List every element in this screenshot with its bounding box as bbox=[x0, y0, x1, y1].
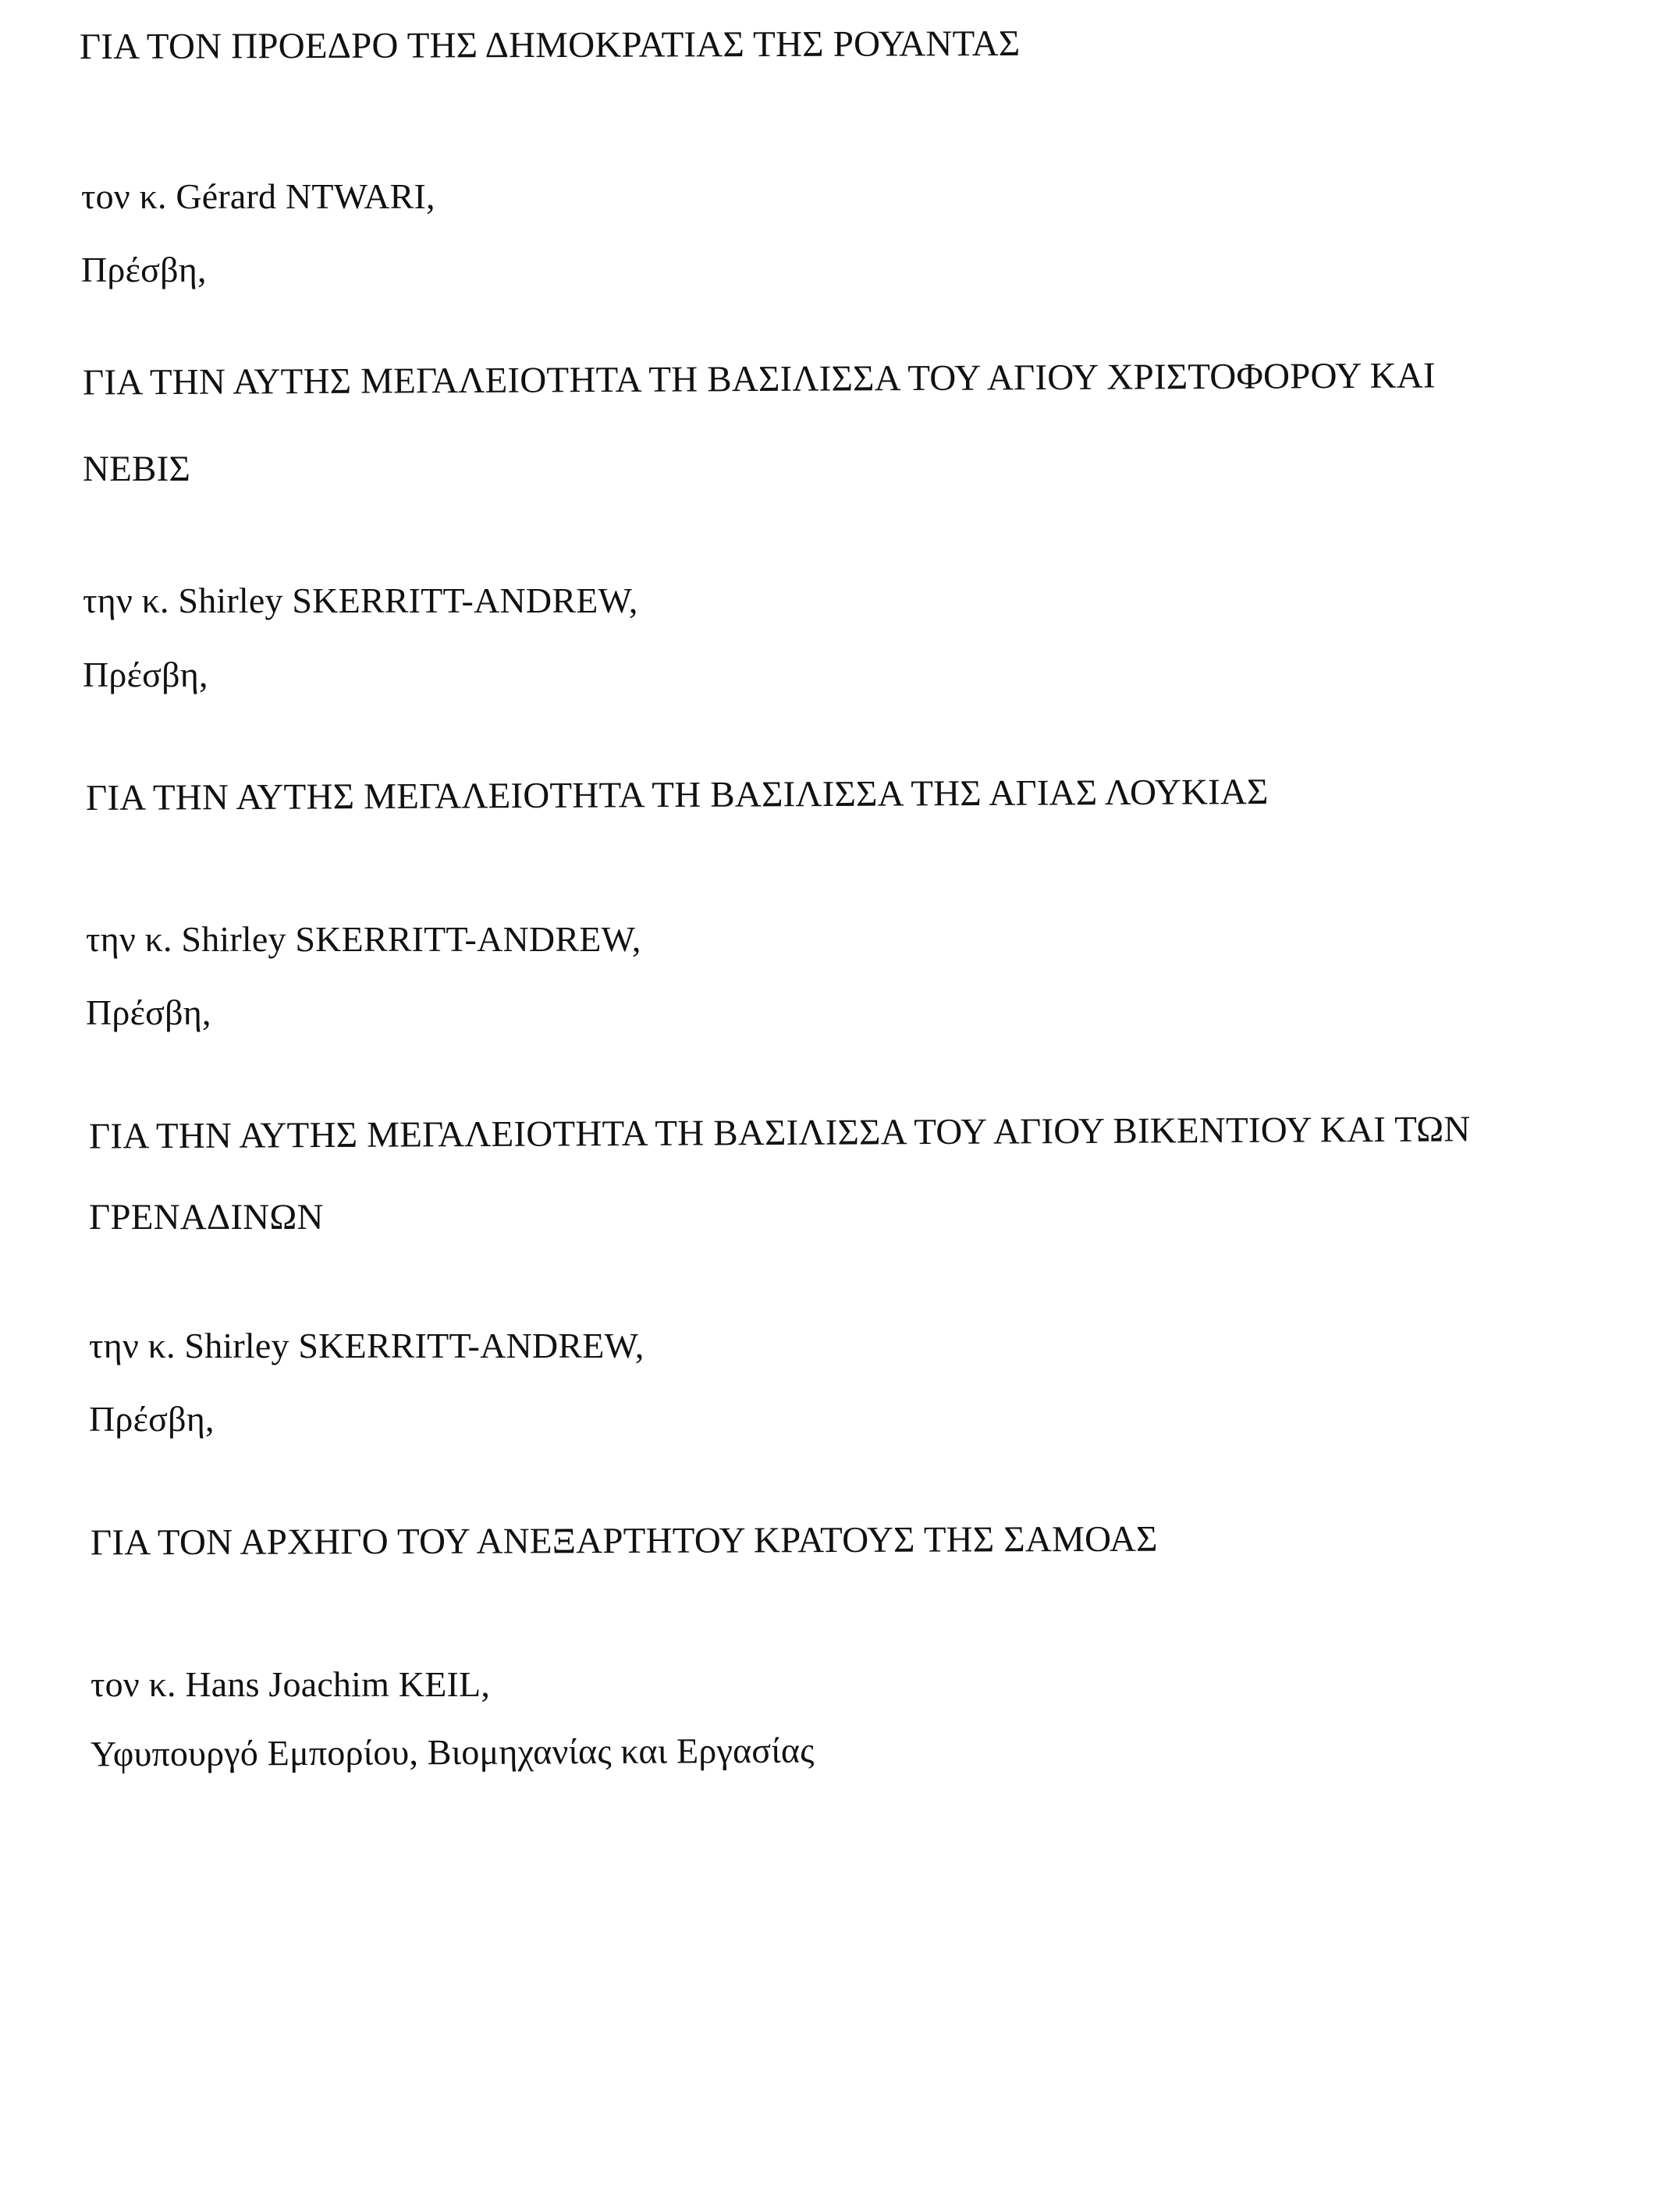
section-3-heading-line-1: ΓΙΑ ΤΗΝ ΑΥΤΗΣ ΜΕΓΑΛΕΙΟΤΗΤΑ ΤΗ ΒΑΣΙΛΙΣΣΑ ΤΗΣ ΑΓΙΑΣ ΛΟΥΚΙΑΣ bbox=[85, 772, 1269, 818]
section-4-name: την κ. Shirley SKERRITT-ANDREW, bbox=[89, 1326, 644, 1365]
section-4-title: Πρέσβη, bbox=[89, 1399, 215, 1439]
section-5-title: Υφυπουργό Εμπορίου, Βιομηχανίας και Εργασίας bbox=[90, 1730, 815, 1774]
section-2-title: Πρέσβη, bbox=[83, 655, 208, 694]
section-3-title: Πρέσβη, bbox=[86, 992, 211, 1032]
section-4-heading-line-2: ΓΡΕΝΑΔΙΝΩΝ bbox=[89, 1197, 324, 1237]
section-5-heading-line-1: ΓΙΑ ΤΟΝ ΑΡΧΗΓΟ ΤΟΥ ΑΝΕΞΑΡΤΗΤΟΥ ΚΡΑΤΟΥΣ ΤΗΣ ΣΑΜΟΑΣ bbox=[90, 1518, 1158, 1564]
section-1-heading-line-1: ΓΙΑ ΤΟΝ ΠΡΟΕΔΡΟ ΤΗΣ ΔΗΜΟΚΡΑΤΙΑΣ ΤΗΣ ΡΟΥΑΝΤΑΣ bbox=[79, 23, 1021, 68]
section-1-name: τον κ. Gérard NTWARI, bbox=[81, 176, 435, 216]
section-3-name: την κ. Shirley SKERRITT-ANDREW, bbox=[86, 919, 641, 959]
section-2-heading-line-1: ΓΙΑ ΤΗΝ ΑΥΤΗΣ ΜΕΓΑΛΕΙΟΤΗΤΑ ΤΗ ΒΑΣΙΛΙΣΣΑ ΤΟΥ ΑΓΙΟΥ ΧΡΙΣΤΟΦΟΡΟΥ ΚΑΙ bbox=[82, 355, 1436, 403]
section-2-name: την κ. Shirley SKERRITT-ANDREW, bbox=[83, 581, 638, 620]
section-5-name: τον κ. Hans Joachim KEIL, bbox=[91, 1664, 491, 1704]
section-2-heading-line-2: ΝΕΒΙΣ bbox=[83, 449, 191, 489]
section-4-heading-line-1: ΓΙΑ ΤΗΝ ΑΥΤΗΣ ΜΕΓΑΛΕΙΟΤΗΤΑ ΤΗ ΒΑΣΙΛΙΣΣΑ ΤΟΥ ΑΓΙΟΥ ΒΙΚΕΝΤΙΟΥ ΚΑΙ ΤΩΝ bbox=[88, 1109, 1471, 1157]
section-1-title: Πρέσβη, bbox=[81, 250, 207, 289]
